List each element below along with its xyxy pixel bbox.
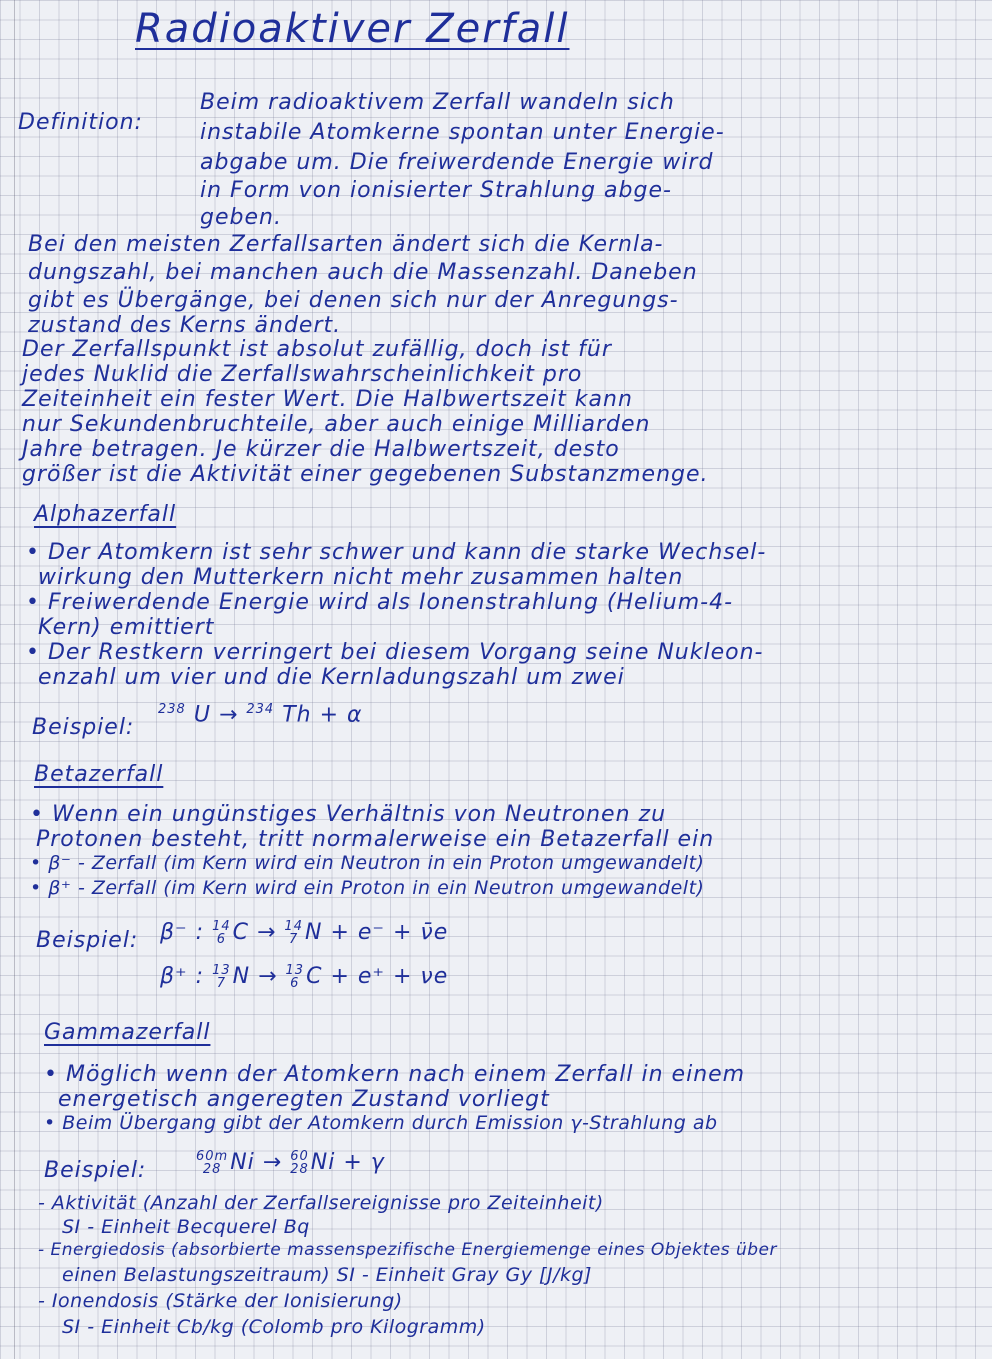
gamma-equation bbox=[196, 1150, 385, 1176]
gamma-heading: Gammazerfall bbox=[44, 1020, 211, 1045]
mass-number: 60m bbox=[196, 1149, 229, 1164]
mass-number: 234 bbox=[246, 702, 275, 717]
intro-line: jedes Nuklid die Zerfallswahrscheinlichkeit pro bbox=[22, 362, 583, 387]
arrow: → bbox=[256, 920, 277, 945]
plus-sign: + bbox=[319, 702, 340, 728]
products: + e⁺ + νe bbox=[330, 964, 449, 989]
beta-plus-equation bbox=[160, 964, 448, 990]
intro-line: Zeiteinheit ein fester Wert. Die Halbwertszeit kann bbox=[22, 387, 633, 412]
gamma-line: energetisch angeregten Zustand vorliegt bbox=[58, 1087, 550, 1112]
definition-line: geben. bbox=[200, 205, 282, 230]
products: + γ bbox=[343, 1150, 385, 1175]
arrow: → bbox=[262, 1150, 283, 1175]
element-symbol: U bbox=[193, 702, 211, 728]
atomic-number: 28 bbox=[202, 1162, 222, 1177]
products: + e⁻ + ν̄e bbox=[330, 920, 449, 945]
nuclide-indices bbox=[196, 1150, 228, 1176]
intro-line: gibt es Übergänge, bei denen sich nur der Anregungs- bbox=[28, 288, 679, 313]
units-line: - Aktivität (Anzahl der Zerfallsereignisse pro Zeiteinheit) bbox=[38, 1192, 604, 1214]
mass-number: 60 bbox=[290, 1149, 309, 1164]
nuclide-indices bbox=[284, 920, 303, 946]
alpha-particle: α bbox=[347, 702, 363, 728]
definition-line: Beim radioaktivem Zerfall wandeln sich bbox=[200, 90, 675, 115]
units-line: SI - Einheit Becquerel Bq bbox=[62, 1216, 310, 1238]
alpha-equation bbox=[158, 702, 363, 727]
alpha-line: wirkung den Mutterkern nicht mehr zusammen halten bbox=[38, 565, 684, 590]
intro-line: Bei den meisten Zerfallsarten ändert sich die Kernla- bbox=[28, 232, 664, 257]
beta-minus-equation bbox=[160, 920, 448, 946]
definition-label: Definition: bbox=[18, 110, 143, 135]
beta-line: • β⁻ - Zerfall (im Kern wird ein Neutron in ein Proton umgewandelt) bbox=[30, 852, 705, 874]
alpha-line: • Der Atomkern ist sehr schwer und kann die starke Wechsel- bbox=[26, 540, 767, 565]
mass-number: 13 bbox=[212, 963, 231, 978]
beta-line: • β⁺ - Zerfall (im Kern wird ein Proton in ein Neutron umgewandelt) bbox=[30, 877, 705, 899]
atomic-number: 6 bbox=[216, 932, 226, 947]
element-symbol: N bbox=[232, 964, 251, 989]
element-symbol: C bbox=[306, 964, 323, 989]
alpha-line: enzahl um vier und die Kernladungszahl um zwei bbox=[38, 665, 625, 690]
units-line: - Ionendosis (Stärke der Ionisierung) bbox=[38, 1290, 403, 1312]
element-symbol: C bbox=[232, 920, 249, 945]
definition-line: in Form von ionisierter Strahlung abge- bbox=[200, 178, 672, 203]
gamma-line: • Möglich wenn der Atomkern nach einem Zerfall in einem bbox=[44, 1062, 746, 1087]
gamma-example-label: Beispiel: bbox=[44, 1158, 147, 1183]
page-title: Radioaktiver Zerfall bbox=[135, 6, 570, 52]
element-symbol: Th bbox=[282, 702, 312, 728]
definition-line: instabile Atomkerne spontan unter Energie- bbox=[200, 120, 725, 145]
decay-type: β⁻ : bbox=[160, 920, 205, 945]
beta-line: Protonen besteht, tritt normalerweise ein Betazerfall ein bbox=[36, 827, 715, 852]
arrow: → bbox=[258, 964, 278, 989]
units-line: SI - Einheit Cb/kg (Colomb pro Kilogramm) bbox=[62, 1316, 486, 1338]
alpha-line: • Der Restkern verringert bei diesem Vorgang seine Nukleon- bbox=[26, 640, 764, 665]
nuclide-indices bbox=[212, 920, 231, 946]
intro-line: größer ist die Aktivität einer gegebenen Substanzmenge. bbox=[22, 462, 709, 487]
nuclide-indices bbox=[286, 964, 305, 990]
beta-example-label: Beispiel: bbox=[36, 928, 139, 953]
alpha-line: • Freiwerdende Energie wird als Ionenstrahlung (Helium-4- bbox=[26, 590, 734, 615]
alpha-line: Kern) emittiert bbox=[38, 615, 215, 640]
arrow: → bbox=[218, 702, 239, 728]
atomic-number: 28 bbox=[290, 1162, 309, 1177]
intro-line: dungszahl, bei manchen auch die Massenzahl. Daneben bbox=[28, 260, 698, 285]
element-symbol: Ni bbox=[230, 1150, 255, 1175]
mass-number: 238 bbox=[158, 702, 186, 717]
atomic-number: 7 bbox=[216, 976, 226, 991]
mass-number: 14 bbox=[212, 919, 231, 934]
gamma-line: • Beim Übergang gibt der Atomkern durch Emission γ-Strahlung ab bbox=[44, 1112, 718, 1134]
margin-line bbox=[14, 0, 15, 1359]
alpha-heading: Alphazerfall bbox=[34, 502, 177, 527]
intro-line: Der Zerfallspunkt ist absolut zufällig, doch ist für bbox=[22, 337, 612, 362]
mass-number: 14 bbox=[284, 919, 303, 934]
atomic-number: 7 bbox=[289, 932, 299, 947]
intro-line: zustand des Kerns ändert. bbox=[28, 313, 342, 338]
decay-type: β⁺ : bbox=[160, 964, 205, 989]
atomic-number: 6 bbox=[290, 976, 300, 991]
alpha-example-label: Beispiel: bbox=[32, 715, 135, 740]
nuclide-indices bbox=[212, 964, 231, 990]
units-line: - Energiedosis (absorbierte massenspezifische Energiemenge eines Objektes über bbox=[38, 1240, 777, 1260]
element-symbol: N bbox=[304, 920, 323, 945]
beta-line: • Wenn ein ungünstiges Verhältnis von Neutronen zu bbox=[30, 802, 667, 827]
element-symbol: Ni bbox=[310, 1150, 336, 1175]
mass-number: 13 bbox=[285, 963, 305, 978]
nuclide-indices bbox=[290, 1150, 309, 1176]
intro-line: Jahre betragen. Je kürzer die Halbwertszeit, desto bbox=[22, 437, 620, 462]
intro-line: nur Sekundenbruchteile, aber auch einige Milliarden bbox=[22, 412, 651, 437]
definition-line: abgabe um. Die freiwerdende Energie wird bbox=[200, 150, 714, 175]
units-line: einen Belastungszeitraum) SI - Einheit Gray Gy [J/kg] bbox=[62, 1264, 592, 1286]
beta-heading: Betazerfall bbox=[34, 762, 164, 787]
